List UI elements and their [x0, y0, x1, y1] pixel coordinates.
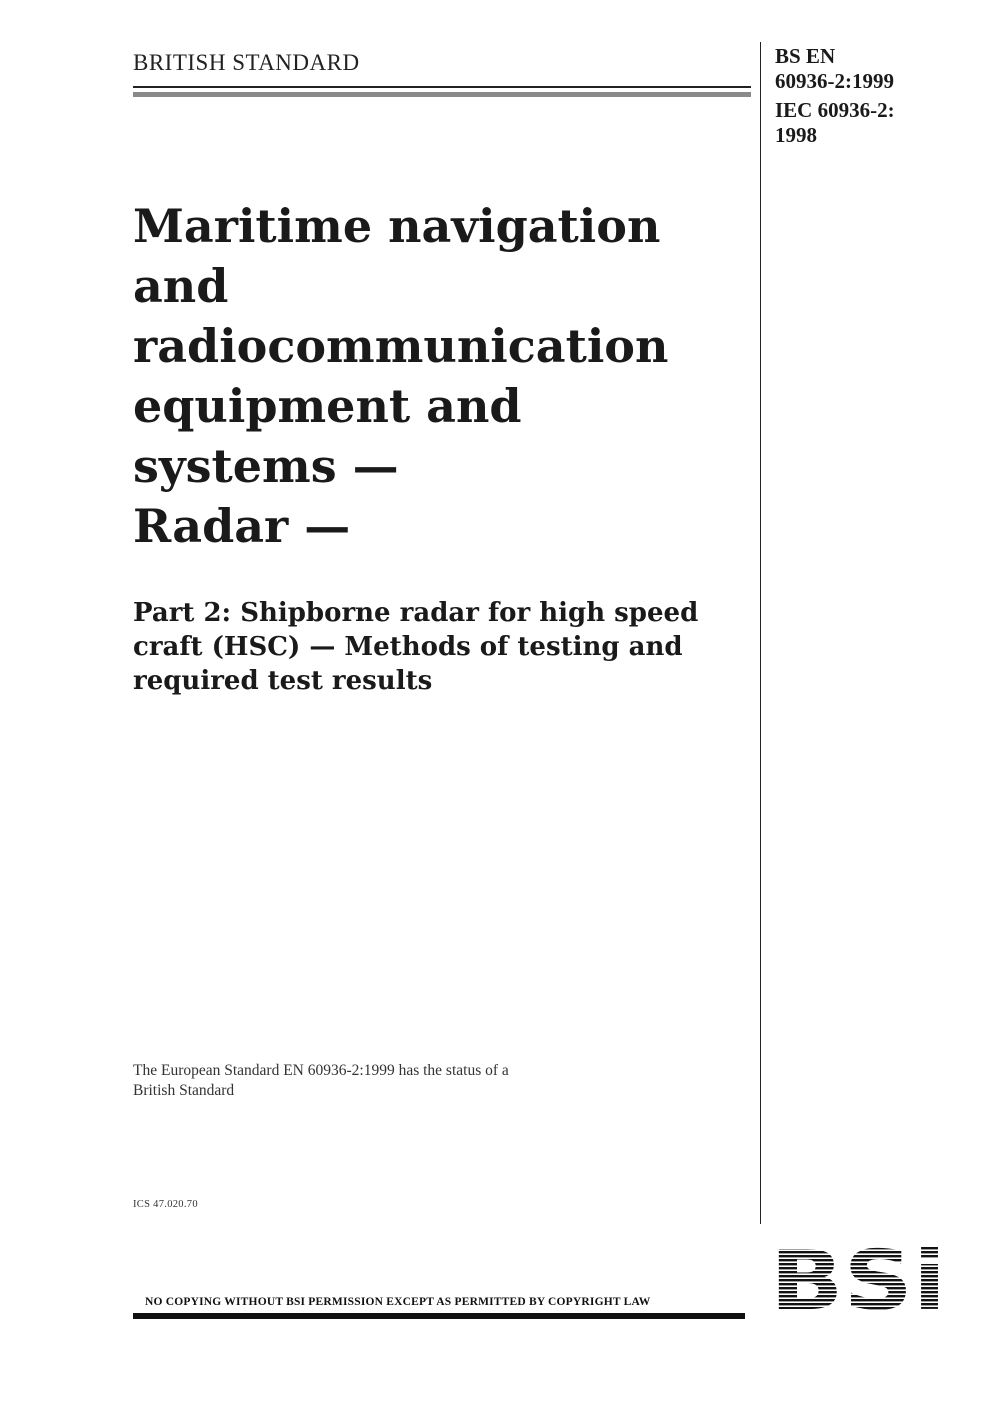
header-rule-thick	[133, 92, 751, 97]
subtitle-line: craft (HSC) — Methods of testing and	[133, 632, 683, 662]
bs-en-number-line1: BS EN	[775, 44, 836, 68]
title-line: systems —	[133, 439, 399, 493]
title-line: Maritime navigation	[133, 199, 661, 253]
document-title	[133, 196, 753, 556]
subtitle-line: Part 2: Shipborne radar for high speed	[133, 598, 699, 628]
bs-en-number-line2: 60936-2:1999	[775, 69, 894, 93]
status-note-line: The European Standard EN 60936-2:1999 has the status of a	[133, 1062, 509, 1079]
title-line: equipment and	[133, 379, 522, 433]
iec-number-line2: 1998	[775, 123, 817, 147]
subtitle-line: required test results	[133, 666, 433, 696]
status-note-line: British Standard	[133, 1082, 235, 1099]
bsi-logo	[770, 1243, 946, 1315]
title-line: Radar —	[133, 499, 351, 553]
column-divider	[760, 42, 761, 1224]
copyright-warning: NO COPYING WITHOUT BSI PERMISSION EXCEPT AS PERMITTED BY COPYRIGHT LAW	[145, 1296, 651, 1308]
title-line: and	[133, 259, 229, 313]
title-line: radiocommunication	[133, 319, 669, 373]
series-label: BRITISH STANDARD	[133, 50, 360, 75]
standard-numbers	[775, 44, 975, 148]
iec-number-line1: IEC 60936-2:	[775, 98, 895, 122]
header-rule	[133, 86, 751, 97]
status-note	[133, 1061, 653, 1101]
header-rule-thin	[133, 86, 751, 88]
footer-rule	[133, 1313, 745, 1319]
ics-code: ICS 47.020.70	[133, 1199, 198, 1210]
document-subtitle	[133, 596, 753, 698]
